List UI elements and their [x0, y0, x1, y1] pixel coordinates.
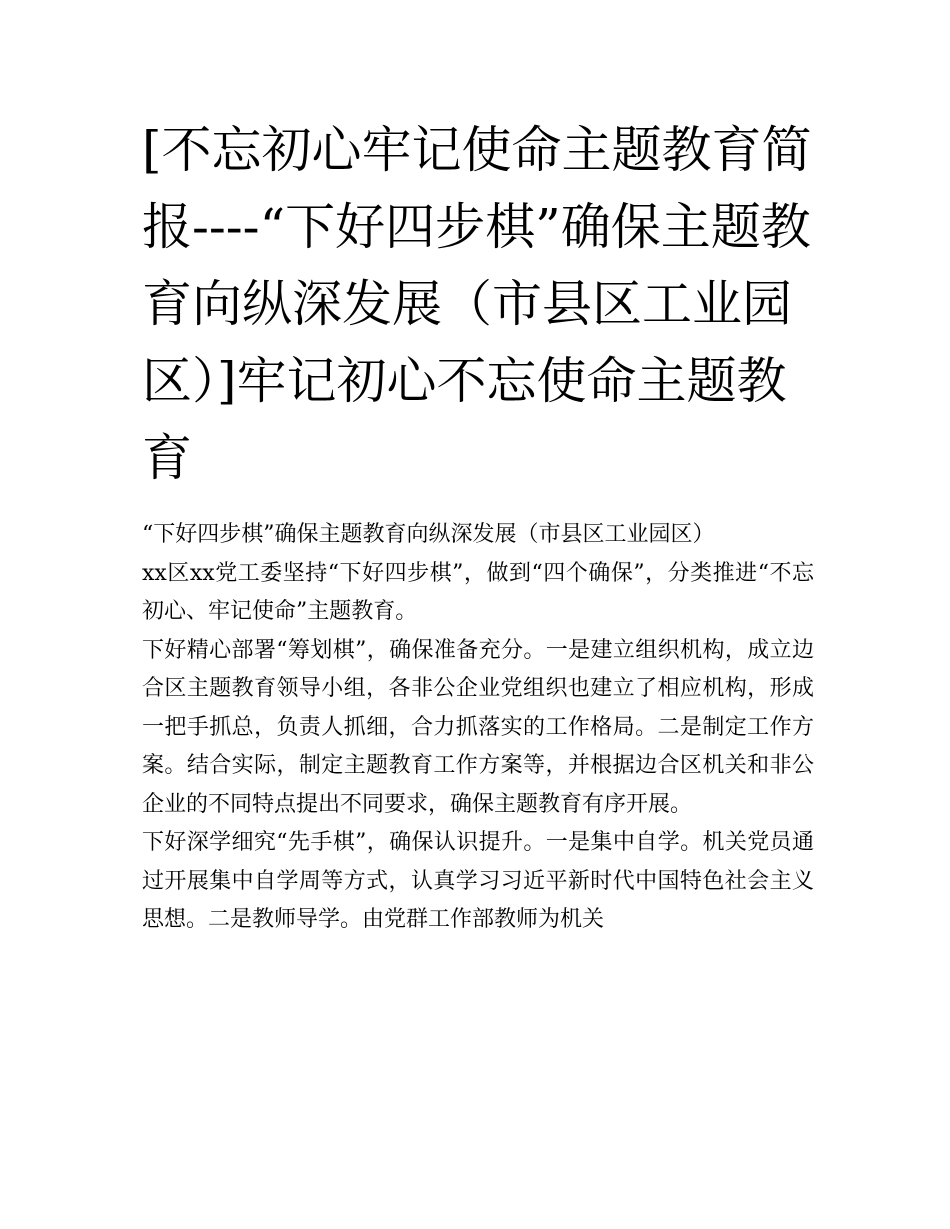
subtitle-paragraph: “下好四步棋”确保主题教育向纵深发展（市县区工业园区） [142, 522, 715, 547]
study-paragraph: 下好深学细究“先手棋”，确保认识提升。一是集中自学。机关党员通过开展集中自学周等方式，认真学习习近平新时代中国特色社会主义思想。二是教师导学。由党群工作部教师为机关 [142, 830, 814, 932]
document-body [142, 516, 814, 940]
intro-paragraph: xx区xx党工委坚持“下好四步棋”，做到“四个确保”，分类推进“不忘初心、牢记使命”主题教育。 [142, 560, 814, 624]
document-title: [不忘初心牢记使命主题教育简报----“下好四步棋”确保主题教育向纵深发展（市县区工业园区）]牢记初心不忘使命主题教育 [142, 121, 812, 487]
planning-paragraph: 下好精心部署“筹划棋”，确保准备充分。一是建立组织机构，成立边合区主题教育领导小组，各非公企业党组织也建立了相应机构，形成一把手抓总，负责人抓细，合力抓落实的工作格局。二是制定工作方案。结合实际，制定主题教育工作方案等，并根据边合区机关和非公企业的不同特点提出不同要求，确保主题教育有序开展。 [142, 637, 814, 817]
